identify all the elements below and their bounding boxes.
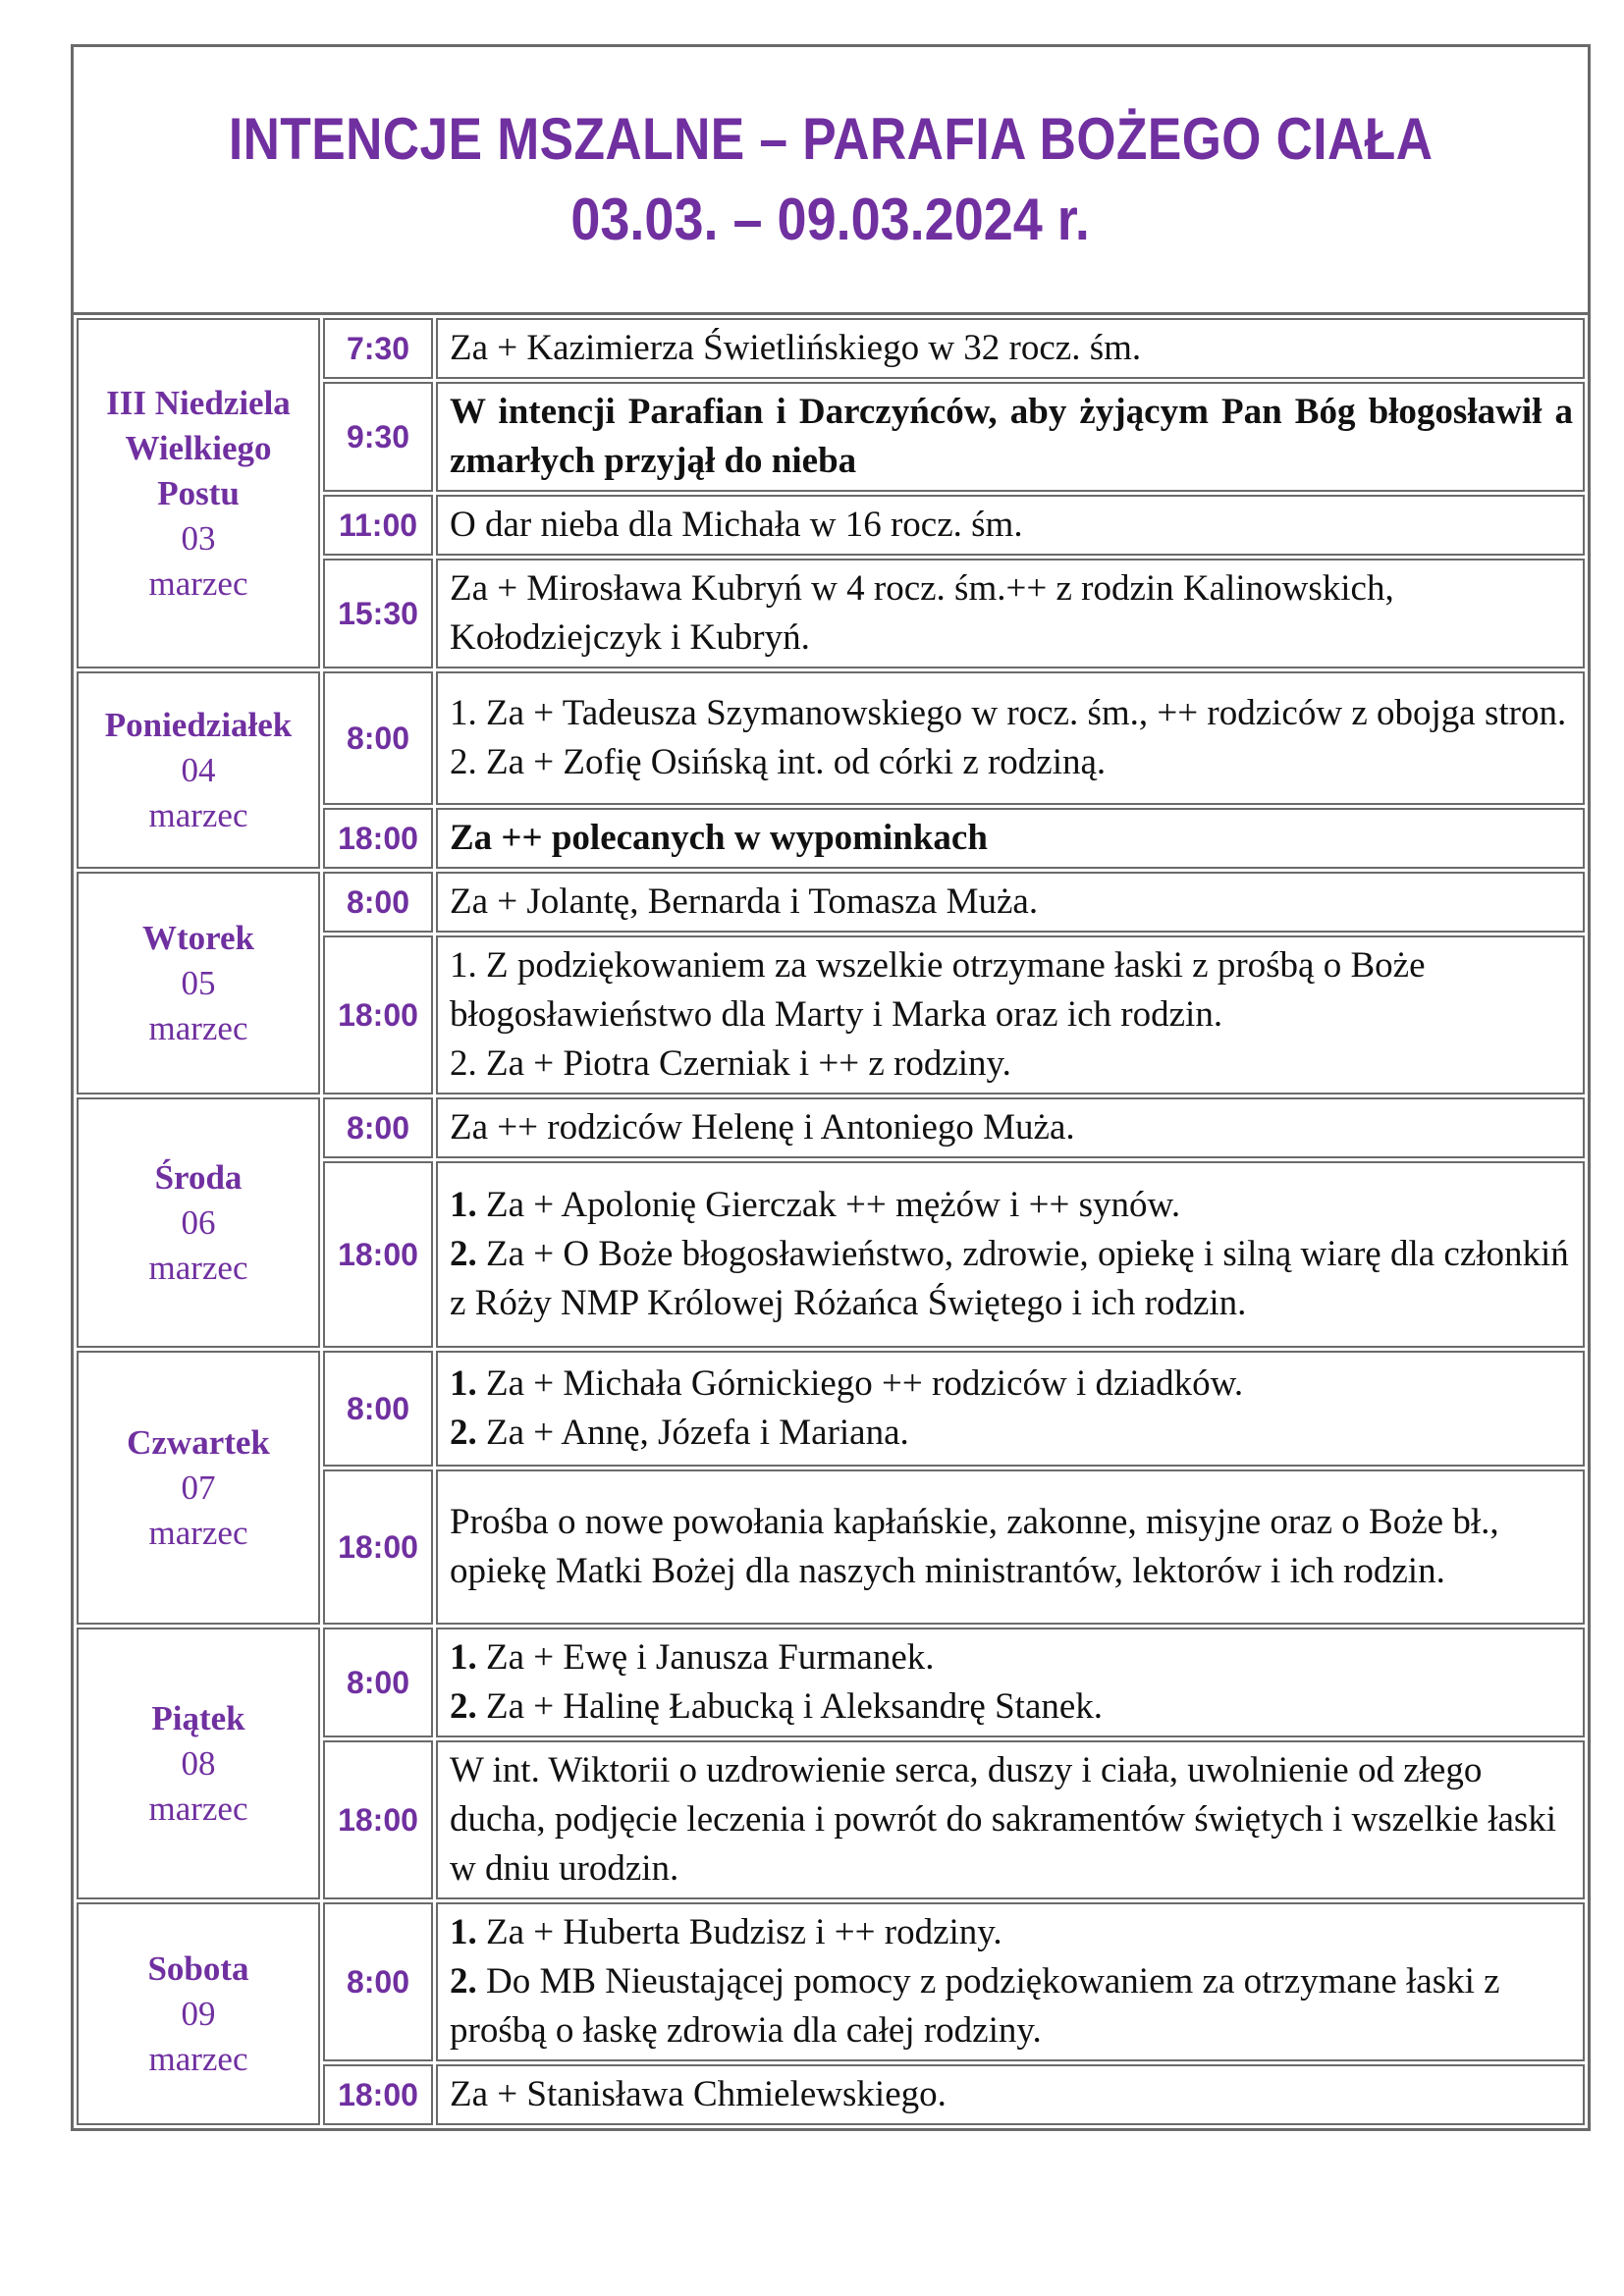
intention-text: Za + Halinę Łabucką i Aleksandrę Stanek.: [476, 1686, 1104, 1727]
mass-time: 18:00: [323, 1740, 433, 1899]
intention-number: 2.: [450, 1413, 477, 1453]
intention-number: 1.: [450, 1637, 477, 1678]
table-row: [77, 1351, 1585, 1467]
mass-time: 7:30: [323, 318, 433, 379]
intention-number: 2.: [450, 1686, 477, 1727]
mass-time: 15:30: [323, 559, 433, 668]
intention-line: [450, 1409, 1573, 1458]
intention-text: Za + Michała Górnickiego ++ rodziców i dziadków.: [476, 1363, 1244, 1404]
mass-intention: [436, 872, 1585, 933]
day-number: 07: [181, 1468, 216, 1507]
day-cell: [77, 318, 320, 668]
mass-intention: [436, 559, 1585, 668]
day-name: Poniedziałek: [104, 705, 293, 744]
intention-line: [450, 1498, 1573, 1596]
day-number: 06: [181, 1202, 216, 1242]
intention-text: 1. Za + Tadeusza Szymanowskiego w rocz. śm., ++ rodziców z obojga stron.: [450, 693, 1567, 733]
day-name: Środa: [154, 1157, 243, 1197]
mass-time: 8:00: [323, 1902, 433, 2061]
intentions-sheet: [71, 44, 1591, 2131]
day-name: Wtorek: [141, 918, 255, 957]
mass-time: 8:00: [323, 1628, 433, 1737]
mass-intention: [436, 935, 1585, 1095]
mass-time: 18:00: [323, 808, 433, 869]
mass-intention: [436, 671, 1585, 805]
mass-intention: [436, 1740, 1585, 1899]
month-name: marzec: [148, 1248, 248, 1287]
intention-text: W int. Wiktorii o uzdrowienie serca, duszy i ciała, uwolnienie od złego ducha, podjęcie leczenia i powrót do sakramentów świętych i wszelkie łaski w dniu urodzin.: [450, 1750, 1557, 1889]
mass-time: 18:00: [323, 935, 433, 1095]
intention-number: 2.: [450, 1961, 477, 2002]
table-row: [77, 1628, 1585, 1737]
intention-line: [450, 1682, 1573, 1732]
month-name: marzec: [148, 1513, 248, 1552]
day-cell: [77, 872, 320, 1095]
table-row: [77, 872, 1585, 933]
intention-text: 1. Z podziękowaniem za wszelkie otrzymane łaski z prośbą o Boże błogosławieństwo dla Marty i Marka oraz ich rodzin.: [450, 945, 1426, 1035]
intention-text: O dar nieba dla Michała w 16 rocz. śm.: [450, 505, 1023, 545]
intention-line: [450, 941, 1573, 1040]
day-number: 03: [181, 518, 216, 558]
intention-line: [450, 1230, 1573, 1328]
day-number: 09: [181, 1994, 216, 2033]
table-row: [77, 1902, 1585, 2061]
mass-intention: [436, 1097, 1585, 1158]
day-name: Postu: [157, 473, 240, 512]
month-name: marzec: [148, 1008, 248, 1047]
intention-text: Za + Kazimierza Świetlińskiego w 32 rocz. śm.: [450, 328, 1142, 368]
intention-text: Za ++ polecanych w wypominkach: [450, 818, 988, 858]
intention-line: [450, 1040, 1573, 1089]
month-name: marzec: [148, 2039, 248, 2078]
intention-line: [450, 1957, 1573, 2056]
intention-line: [450, 1181, 1573, 1230]
intention-text: Za ++ rodziców Helenę i Antoniego Muża.: [450, 1107, 1075, 1148]
mass-time: 8:00: [323, 671, 433, 805]
mass-intention: [436, 1469, 1585, 1625]
intention-number: 1.: [450, 1912, 477, 1952]
mass-time: 9:30: [323, 382, 433, 492]
mass-time: 8:00: [323, 1097, 433, 1158]
day-cell: [77, 1628, 320, 1899]
day-cell: [77, 671, 320, 869]
mass-time: 18:00: [323, 1469, 433, 1625]
mass-time: 18:00: [323, 2064, 433, 2125]
mass-intention: [436, 1351, 1585, 1467]
day-cell: [77, 1902, 320, 2125]
month-name: marzec: [148, 563, 248, 603]
mass-intention: [436, 2064, 1585, 2125]
date-range: 03.03. – 09.03.2024 r.: [570, 187, 1091, 252]
intention-text: Za + Jolantę, Bernarda i Tomasza Muża.: [450, 881, 1039, 922]
intention-text: Prośba o nowe powołania kapłańskie, zakonne, misyjne oraz o Boże bł., opiekę Matki Bożej dla naszych ministrantów, lektorów i ich rodzin.: [450, 1502, 1499, 1591]
intention-text: Do MB Nieustającej pomocy z podziękowaniem za otrzymane łaski z prośbą o łaskę zdrowia dla całej rodziny.: [450, 1961, 1500, 2051]
mass-intention: [436, 382, 1585, 492]
intention-line: [450, 2070, 1573, 2119]
day-name: Wielkiego: [125, 428, 272, 467]
intention-line: [450, 324, 1573, 373]
intentions-table-body: [77, 318, 1585, 2125]
intentions-table: [74, 315, 1588, 2128]
intention-text: Za + Huberta Budzisz i ++ rodziny.: [476, 1912, 1002, 1952]
month-name: marzec: [148, 1789, 248, 1828]
intention-text: Za + Mirosława Kubryń w 4 rocz. śm.++ z rodzin Kalinowskich, Kołodziejczyk i Kubryń.: [450, 568, 1394, 658]
mass-intention: [436, 808, 1585, 869]
mass-intention: [436, 1161, 1585, 1348]
intention-line: [450, 501, 1573, 550]
intention-text: 2. Za + Piotra Czerniak i ++ z rodziny.: [450, 1043, 1011, 1084]
table-row: [77, 1097, 1585, 1158]
intention-number: 1.: [450, 1185, 477, 1225]
intention-text: Za + Ewę i Janusza Furmanek.: [476, 1637, 935, 1678]
table-row: [77, 671, 1585, 805]
intention-text: 2. Za + Zofię Osińską int. od córki z rodziną.: [450, 742, 1107, 782]
day-name: III Niedziela: [106, 383, 291, 422]
mass-time: 8:00: [323, 872, 433, 933]
month-name: marzec: [148, 795, 248, 834]
day-number: 08: [181, 1743, 216, 1783]
mass-time: 18:00: [323, 1161, 433, 1348]
day-name: Czwartek: [127, 1422, 270, 1462]
intention-number: 2.: [450, 1234, 477, 1274]
intention-line: [450, 1103, 1573, 1152]
intention-line: [450, 1633, 1573, 1682]
intention-line: [450, 388, 1573, 486]
intention-line: [450, 564, 1573, 663]
intention-line: [450, 1360, 1573, 1409]
intention-text: Za + O Boże błogosławieństwo, zdrowie, opiekę i silną wiarę dla członkiń z Róży NMP Królowej Różańca Świętego i ich rodzin.: [450, 1234, 1569, 1323]
intention-text: W intencji Parafian i Darczyńców, aby żyjącym Pan Bóg błogosławił a zmarłych przyjął do nieba: [450, 392, 1573, 481]
mass-time: 8:00: [323, 1351, 433, 1467]
intention-line: [450, 1746, 1573, 1894]
day-cell: [77, 1351, 320, 1625]
day-name: Piątek: [151, 1698, 245, 1737]
intention-text: Za + Stanisława Chmielewskiego.: [450, 2074, 947, 2114]
day-number: 04: [181, 750, 216, 789]
day-number: 05: [181, 963, 216, 1002]
intention-line: [450, 689, 1573, 738]
day-name: Sobota: [147, 1949, 249, 1988]
intention-line: [450, 814, 1573, 863]
intention-line: [450, 738, 1573, 787]
intention-line: [450, 1908, 1573, 1957]
table-row: [77, 318, 1585, 379]
intention-text: Za + Annę, Józefa i Mariana.: [476, 1413, 909, 1453]
intention-number: 1.: [450, 1363, 477, 1404]
page-title: INTENCJE MSZALNE – PARAFIA BOŻEGO CIAŁA: [228, 106, 1434, 172]
mass-time: 11:00: [323, 495, 433, 556]
mass-intention: [436, 1628, 1585, 1737]
mass-intention: [436, 1902, 1585, 2061]
intention-text: Za + Apolonię Gierczak ++ mężów i ++ synów.: [476, 1185, 1181, 1225]
mass-intention: [436, 318, 1585, 379]
mass-intention: [436, 495, 1585, 556]
day-cell: [77, 1097, 320, 1348]
page-header: [74, 47, 1588, 315]
intention-line: [450, 878, 1573, 927]
